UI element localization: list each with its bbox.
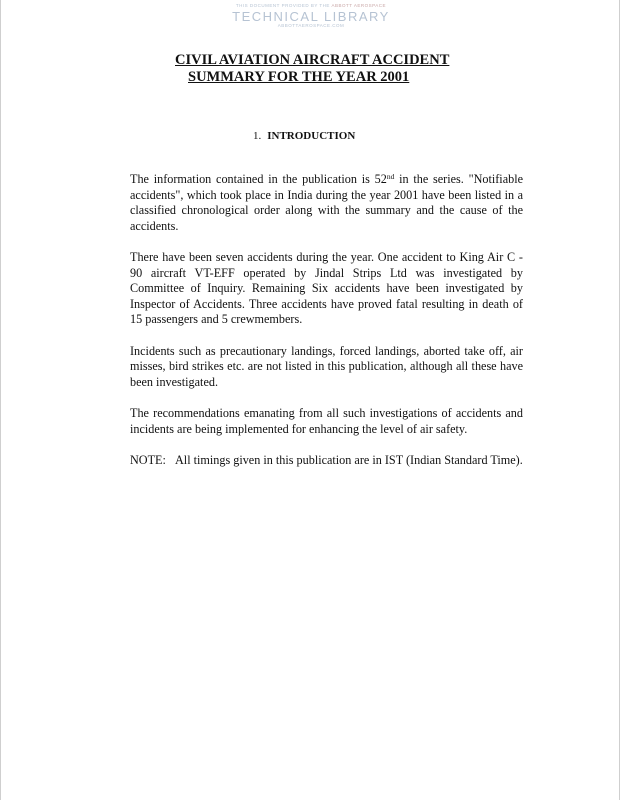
- watermark-tagline: THIS DOCUMENT PROVIDED BY THE ABBOTT AEROSPACE: [235, 3, 387, 8]
- body-text: [130, 172, 523, 468]
- section-title: INTRODUCTION: [267, 130, 356, 142]
- watermark-brand: ABBOTT AEROSPACE: [331, 3, 387, 8]
- paragraph-incidents: Incidents such as precautionary landings, forced landings, aborted take off, air misses, bird strikes etc. are not listed in this publication, although all these have been investigated.: [130, 343, 523, 389]
- note-label: NOTE:: [130, 452, 166, 467]
- note-text: All timings given in this publication are in IST (Indian Standard Time).: [175, 452, 523, 467]
- timing-note: [130, 453, 523, 469]
- paragraph-recommendations: The recommendations emanating from all such investigations of accidents and incidents are being implemented for enhancing the level of air safety.: [130, 405, 523, 436]
- watermark-url: ABBOTTAEROSPACE.COM: [277, 22, 345, 28]
- document-title-line-1: CIVIL AVIATION AIRCRAFT ACCIDENT: [175, 52, 450, 68]
- ordinal-suffix: nd: [386, 172, 395, 181]
- section-heading: [253, 130, 355, 142]
- watermark-title: TECHNICAL LIBRARY: [232, 8, 390, 24]
- paragraph-accident-count: There have been seven accidents during the year. One accident to King Air C - 90 aircraft VT-EFF operated by Jindal Strips Ltd was investigated by Committee of Inquiry. Remaining Six accidents have been investigated by Inspector of Accidents. Three accidents have proved fatal resulting in death of 15 passengers and 5 crewmembers.: [130, 249, 523, 327]
- document-title: [151, 52, 481, 86]
- paragraph-publication-info: The information contained in the publication is 52nd in the series. "Notifiable accidents", which took place in India during the year 2001 have been listed in a classified chronological order along with the summary and the cause of the accidents.: [130, 172, 523, 233]
- document-title-line-2: SUMMARY FOR THE YEAR 2001: [188, 69, 410, 85]
- section-number: 1.: [253, 130, 262, 142]
- technical-library-watermark: [191, 4, 431, 28]
